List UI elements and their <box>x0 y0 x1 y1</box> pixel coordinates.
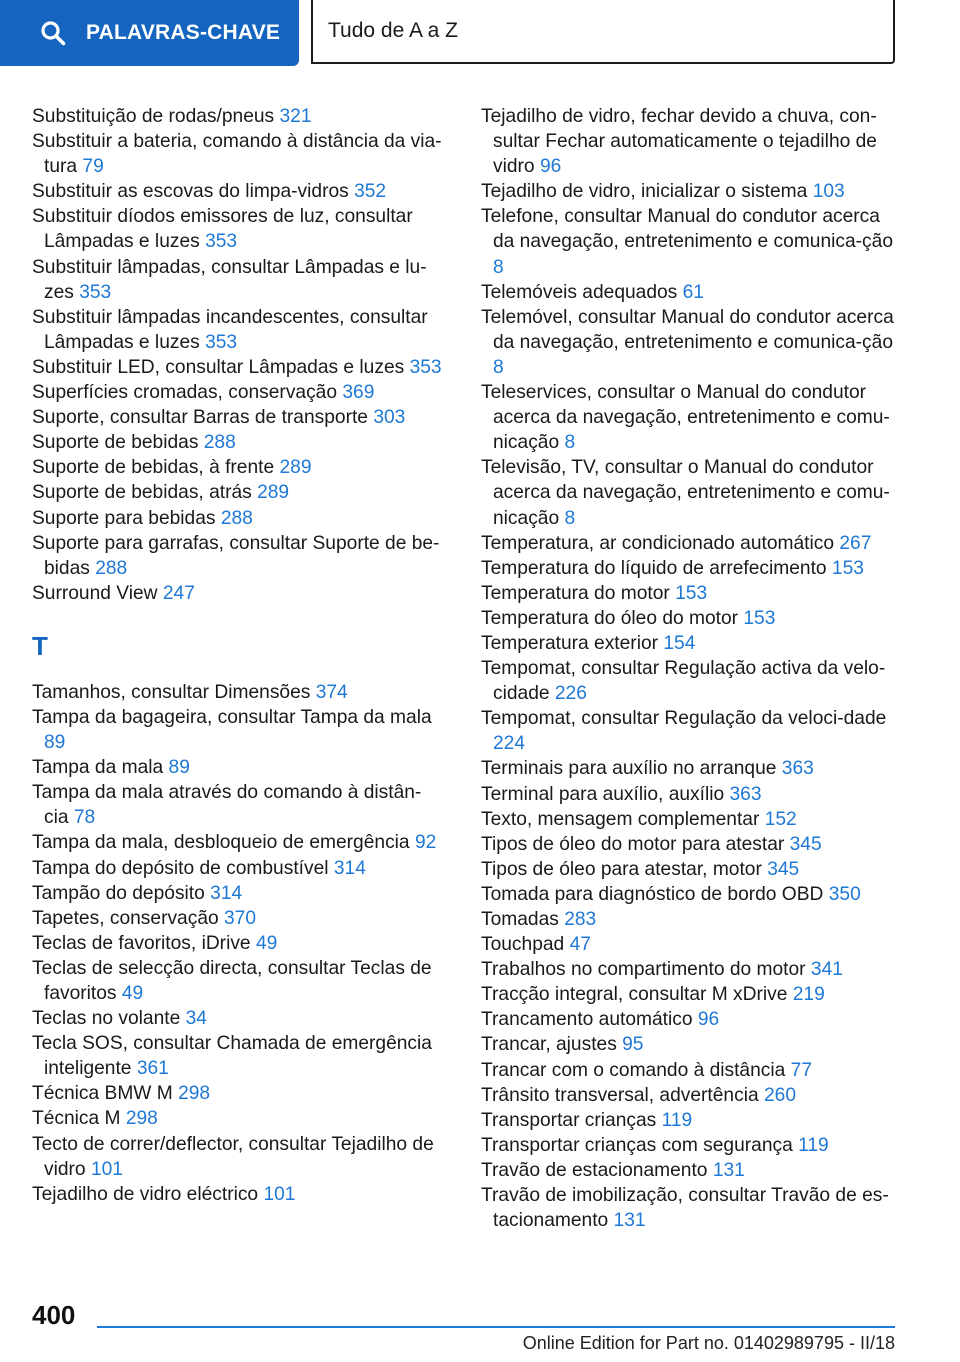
index-entry <box>481 832 901 857</box>
index-entry-text: Tampa da mala através do comando à distân-cia <box>32 782 422 829</box>
index-entry <box>32 480 444 505</box>
page-link[interactable]: 314 <box>210 882 243 904</box>
index-entry-text: Teclas no volante <box>32 1008 181 1030</box>
index-entry <box>32 830 444 855</box>
index-entry-text: Suporte para garrafas, consultar Suporte de be-bidas <box>32 532 440 579</box>
index-entry-text: Tampa do depósito de combustível <box>32 857 329 879</box>
index-entry-text: Suporte para bebidas <box>32 507 216 529</box>
page-link[interactable]: 226 <box>554 683 587 705</box>
index-entry-text: Surround View <box>32 582 158 604</box>
index-entry-text: Temperatura do óleo do motor <box>481 607 739 629</box>
page-link[interactable]: 288 <box>220 507 253 529</box>
index-entry <box>32 179 444 204</box>
page-link[interactable]: 77 <box>790 1059 812 1081</box>
page-link[interactable]: 247 <box>162 582 195 604</box>
index-entry-text: Transportar crianças com segurança <box>481 1134 793 1156</box>
index-entry <box>481 305 901 380</box>
page-link[interactable]: 95 <box>622 1034 644 1056</box>
page-link[interactable]: 8 <box>564 432 576 454</box>
page-link[interactable]: 119 <box>661 1109 693 1131</box>
index-entry-text: Temperatura do líquido de arrefecimento <box>481 557 827 579</box>
index-entry-text: Superfícies cromadas, conservação <box>32 382 338 404</box>
index-entry <box>32 881 444 906</box>
page-link[interactable]: 101 <box>263 1183 296 1205</box>
index-entry-text: Terminal para auxílio, auxílio <box>481 783 725 805</box>
index-entry <box>32 405 444 430</box>
search-icon <box>40 20 66 46</box>
index-entry <box>481 631 901 656</box>
page-link[interactable]: 92 <box>414 832 437 854</box>
index-entry <box>32 1031 444 1081</box>
index-entry <box>481 1133 901 1158</box>
index-entry <box>481 1083 901 1108</box>
index-list-t <box>32 680 444 1207</box>
index-entry-text: Trancar, ajustes <box>481 1034 617 1056</box>
index-entry-text: Técnica BMW M <box>32 1083 173 1105</box>
section-letter: T <box>32 630 48 661</box>
page-link[interactable]: 153 <box>743 607 776 629</box>
page-link[interactable]: 288 <box>203 432 236 454</box>
index-entry <box>481 957 901 982</box>
index-entry <box>32 531 444 581</box>
page-link[interactable]: 152 <box>764 808 797 830</box>
index-entry <box>481 1108 901 1133</box>
index-entry <box>481 1158 901 1183</box>
page-link[interactable]: 363 <box>729 783 762 805</box>
page-link[interactable]: 131 <box>712 1159 745 1181</box>
page-link[interactable]: 353 <box>409 356 442 378</box>
index-entry-text: Temperatura do motor <box>481 582 670 604</box>
index-entry <box>481 982 901 1007</box>
index-entry <box>32 1006 444 1031</box>
index-entry <box>32 129 444 179</box>
index-entry-text: Temperatura exterior <box>481 632 659 654</box>
index-entry-text: Tracção integral, consultar M xDrive <box>481 984 788 1006</box>
index-entry-text: Suporte de bebidas, à frente <box>32 457 275 479</box>
index-entry <box>32 380 444 405</box>
page-link[interactable]: 314 <box>333 857 366 879</box>
page-link[interactable]: 303 <box>373 407 406 429</box>
index-entry <box>481 280 901 305</box>
page-number: 400 <box>32 1300 76 1330</box>
index-entry-text: Travão de imobilização, consultar Travão de es-tacionamento <box>481 1185 889 1232</box>
index-entry-text: Tempomat, consultar Regulação activa da velo-cidade <box>481 658 886 705</box>
page-link[interactable]: 353 <box>205 231 238 253</box>
index-entry-text: Teclas de favoritos, iDrive <box>32 932 251 954</box>
index-entry-text: Trânsito transversal, advertência <box>481 1084 759 1106</box>
index-entry <box>32 931 444 956</box>
header <box>0 0 960 66</box>
index-entry-text: Trancar com o comando à distância <box>481 1059 786 1081</box>
index-entry <box>481 455 901 530</box>
index-entry-text: Suporte, consultar Barras de transporte <box>32 407 368 429</box>
index-entry-text: Temperatura, ar condicionado automático <box>481 532 835 554</box>
index-entry-text: Tampa da mala <box>32 757 164 779</box>
index-entry-text: Tipos de óleo para atestar, motor <box>481 858 762 880</box>
index-entry <box>32 430 444 455</box>
index-entry <box>481 556 901 581</box>
index-entry <box>481 204 901 279</box>
index-entry-text: Trabalhos no compartimento do motor <box>481 959 806 981</box>
page-link[interactable]: 153 <box>831 557 864 579</box>
index-entry-text: Teleservices, consultar o Manual do condutor acerca da navegação, entretenimento e comu-nicação <box>481 382 890 454</box>
index-entry-text: Terminais para auxílio no arranque <box>481 758 777 780</box>
page-link[interactable]: 289 <box>257 482 290 504</box>
page-link[interactable]: 8 <box>493 256 504 278</box>
page-link[interactable]: 224 <box>493 733 526 755</box>
index-entry <box>32 255 444 305</box>
page-link[interactable]: 79 <box>82 156 104 178</box>
index-entry <box>481 104 901 179</box>
index-entry <box>32 581 444 606</box>
keywords-tab[interactable] <box>0 0 299 66</box>
page-link[interactable]: 361 <box>136 1058 169 1080</box>
index-entry <box>32 355 444 380</box>
page-link[interactable]: 101 <box>90 1158 123 1180</box>
index-entry-text: Tejadilho de vidro, inicializar o sistema <box>481 181 808 203</box>
index-entry-text: Tampa da mala, desbloqueio de emergência <box>32 832 410 854</box>
index-entry-text: Técnica M <box>32 1108 121 1130</box>
index-entry <box>32 956 444 1006</box>
page-link[interactable]: 345 <box>789 833 822 855</box>
page-link[interactable]: 289 <box>279 457 312 479</box>
page-link[interactable]: 34 <box>185 1008 207 1030</box>
index-entry <box>481 756 901 781</box>
index-entry <box>32 705 444 755</box>
index-entry-text: Substituir díodos emissores de luz, consultar Lâmpadas e luzes <box>32 206 413 253</box>
index-entry-text: Tomadas <box>481 909 559 930</box>
page-link[interactable]: 369 <box>342 382 375 404</box>
index-list-t-continued <box>481 104 901 1233</box>
page-link[interactable]: 96 <box>697 1009 720 1031</box>
page-link[interactable]: 283 <box>564 909 597 930</box>
index-entry <box>32 906 444 931</box>
index-entry-text: Tecla SOS, consultar Chamada de emergência inteligente <box>32 1033 432 1080</box>
index-entry <box>32 680 444 705</box>
index-entry-text: Substituir as escovas do limpa-vidros <box>32 181 349 203</box>
index-entry-text: Tecto de correr/deflector, consultar Tejadilho de vidro <box>32 1133 434 1180</box>
index-entry-text: Telemóveis adequados <box>481 281 678 303</box>
index-entry-text: Tomada para diagnóstico de bordo OBD <box>481 883 824 905</box>
index-entry <box>32 1106 444 1131</box>
index-entry-text: Suporte de bebidas, atrás <box>32 482 252 504</box>
page-link[interactable]: 298 <box>178 1083 211 1105</box>
page-link[interactable]: 345 <box>767 858 800 880</box>
index-entry-text: Tampão do depósito <box>32 882 205 904</box>
index-entry <box>32 1081 444 1106</box>
index-entry-text: Tejadilho de vidro, fechar devido a chuva, con-sultar Fechar automaticamente o tejadilho de vidro <box>481 106 877 178</box>
page-link[interactable]: 219 <box>792 984 825 1006</box>
index-entry <box>32 780 444 830</box>
page-link[interactable]: 260 <box>763 1084 796 1106</box>
index-entry <box>481 380 901 455</box>
index-entry <box>481 706 901 756</box>
left-column <box>32 104 444 1207</box>
index-entry <box>32 856 444 881</box>
page-link[interactable]: 103 <box>812 181 845 203</box>
page-link[interactable]: 353 <box>79 281 112 303</box>
index-entry-text: Trancamento automático <box>481 1009 693 1031</box>
index-entry <box>32 305 444 355</box>
index-entry <box>481 882 901 907</box>
right-column <box>481 104 901 1233</box>
footer-edition: Online Edition for Part no. 01402989795 - II/18 <box>522 1333 895 1353</box>
index-entry-text: Substituir a bateria, comando à distância da via-tura <box>32 131 442 178</box>
index-entry <box>481 179 901 204</box>
page-link[interactable]: 8 <box>564 507 576 529</box>
index-entry-text: Televisão, TV, consultar o Manual do condutor acerca da navegação, entretenimento e comu-nicação <box>481 457 890 529</box>
keywords-tab-label: PALAVRAS-CHAVE <box>86 21 281 44</box>
page-link[interactable]: 47 <box>569 934 591 956</box>
index-entry <box>481 932 901 957</box>
page-link[interactable]: 267 <box>839 532 872 554</box>
index-entry-text: Telefone, consultar Manual do condutor acerca da navegação, entretenimento e comunica-ção <box>481 206 893 253</box>
index-entry <box>481 857 901 882</box>
index-entry-text: Substituir LED, consultar Lâmpadas e luzes <box>32 356 405 378</box>
index-entry <box>481 1032 901 1057</box>
index-entry-text: Substituir lâmpadas incandescentes, consultar Lâmpadas e luzes <box>32 306 428 353</box>
index-list-s <box>32 104 444 606</box>
page-link[interactable]: 370 <box>224 907 257 929</box>
page-link[interactable]: 78 <box>73 807 96 829</box>
page-link[interactable]: 288 <box>95 557 128 579</box>
index-entry <box>481 782 901 807</box>
page-link[interactable]: 353 <box>205 331 238 353</box>
page-link[interactable]: 154 <box>663 632 696 654</box>
page-link[interactable]: 153 <box>675 582 708 604</box>
az-tab[interactable] <box>311 0 895 64</box>
index-entry-text: Tejadilho de vidro eléctrico <box>32 1183 259 1205</box>
index-entry <box>481 1058 901 1083</box>
index-entry-text: Substituição de rodas/pneus <box>32 106 275 127</box>
index-entry <box>32 204 444 254</box>
index-entry-text: Touchpad <box>481 934 565 956</box>
index-entry <box>481 606 901 631</box>
page-link[interactable]: 298 <box>125 1108 158 1130</box>
index-entry <box>32 455 444 480</box>
index-entry-text: Tapetes, conservação <box>32 907 219 929</box>
index-entry <box>481 907 901 932</box>
footer-divider <box>97 1326 895 1328</box>
index-entry-text: Teclas de selecção directa, consultar Teclas de favoritos <box>32 957 432 1004</box>
page-link[interactable]: 49 <box>255 932 278 954</box>
page-link[interactable]: 341 <box>810 959 843 981</box>
page-link[interactable]: 119 <box>798 1134 829 1156</box>
index-entry-text: Tampa da bagageira, consultar Tampa da mala <box>32 706 432 728</box>
page-link[interactable]: 89 <box>44 732 66 754</box>
index-entry <box>481 807 901 832</box>
page-link[interactable]: 89 <box>168 757 190 779</box>
index-entry <box>481 1183 901 1233</box>
index-entry <box>481 581 901 606</box>
index-entry <box>32 1132 444 1182</box>
index-entry <box>32 506 444 531</box>
index-entry <box>481 1007 901 1032</box>
az-tab-label: Tudo de A a Z <box>328 19 458 42</box>
page-link[interactable]: 8 <box>493 356 504 378</box>
index-entry <box>32 104 444 129</box>
page-link[interactable]: 352 <box>354 181 387 203</box>
index-entry <box>481 656 901 706</box>
index-entry-text: Tempomat, consultar Regulação da veloci-dade <box>481 708 887 730</box>
index-entry-text: Tamanhos, consultar Dimensões <box>32 681 311 703</box>
index-entry-text: Telemóvel, consultar Manual do condutor acerca da navegação, entretenimento e comunica-ção <box>481 306 894 353</box>
index-entry-text: Substituir lâmpadas, consultar Lâmpadas e lu-zes <box>32 256 427 303</box>
index-entry-text: Transportar crianças <box>481 1109 657 1131</box>
page-link[interactable]: 61 <box>682 281 704 303</box>
page-link[interactable]: 96 <box>539 156 562 178</box>
page-link[interactable]: 131 <box>613 1210 646 1232</box>
page-link[interactable]: 350 <box>828 883 861 905</box>
page-link[interactable]: 363 <box>781 758 814 780</box>
index-entry-text: Texto, mensagem complementar <box>481 808 760 830</box>
index-entry <box>32 1182 444 1207</box>
index-entry <box>32 755 444 780</box>
index-entry <box>481 531 901 556</box>
page-link[interactable]: 374 <box>315 681 348 703</box>
index-entry-text: Suporte de bebidas <box>32 432 199 454</box>
page-link[interactable]: 321 <box>279 106 312 127</box>
index-entry-text: Tipos de óleo do motor para atestar <box>481 833 785 855</box>
page-link[interactable]: 49 <box>121 983 144 1004</box>
index-entry-text: Travão de estacionamento <box>481 1159 708 1181</box>
